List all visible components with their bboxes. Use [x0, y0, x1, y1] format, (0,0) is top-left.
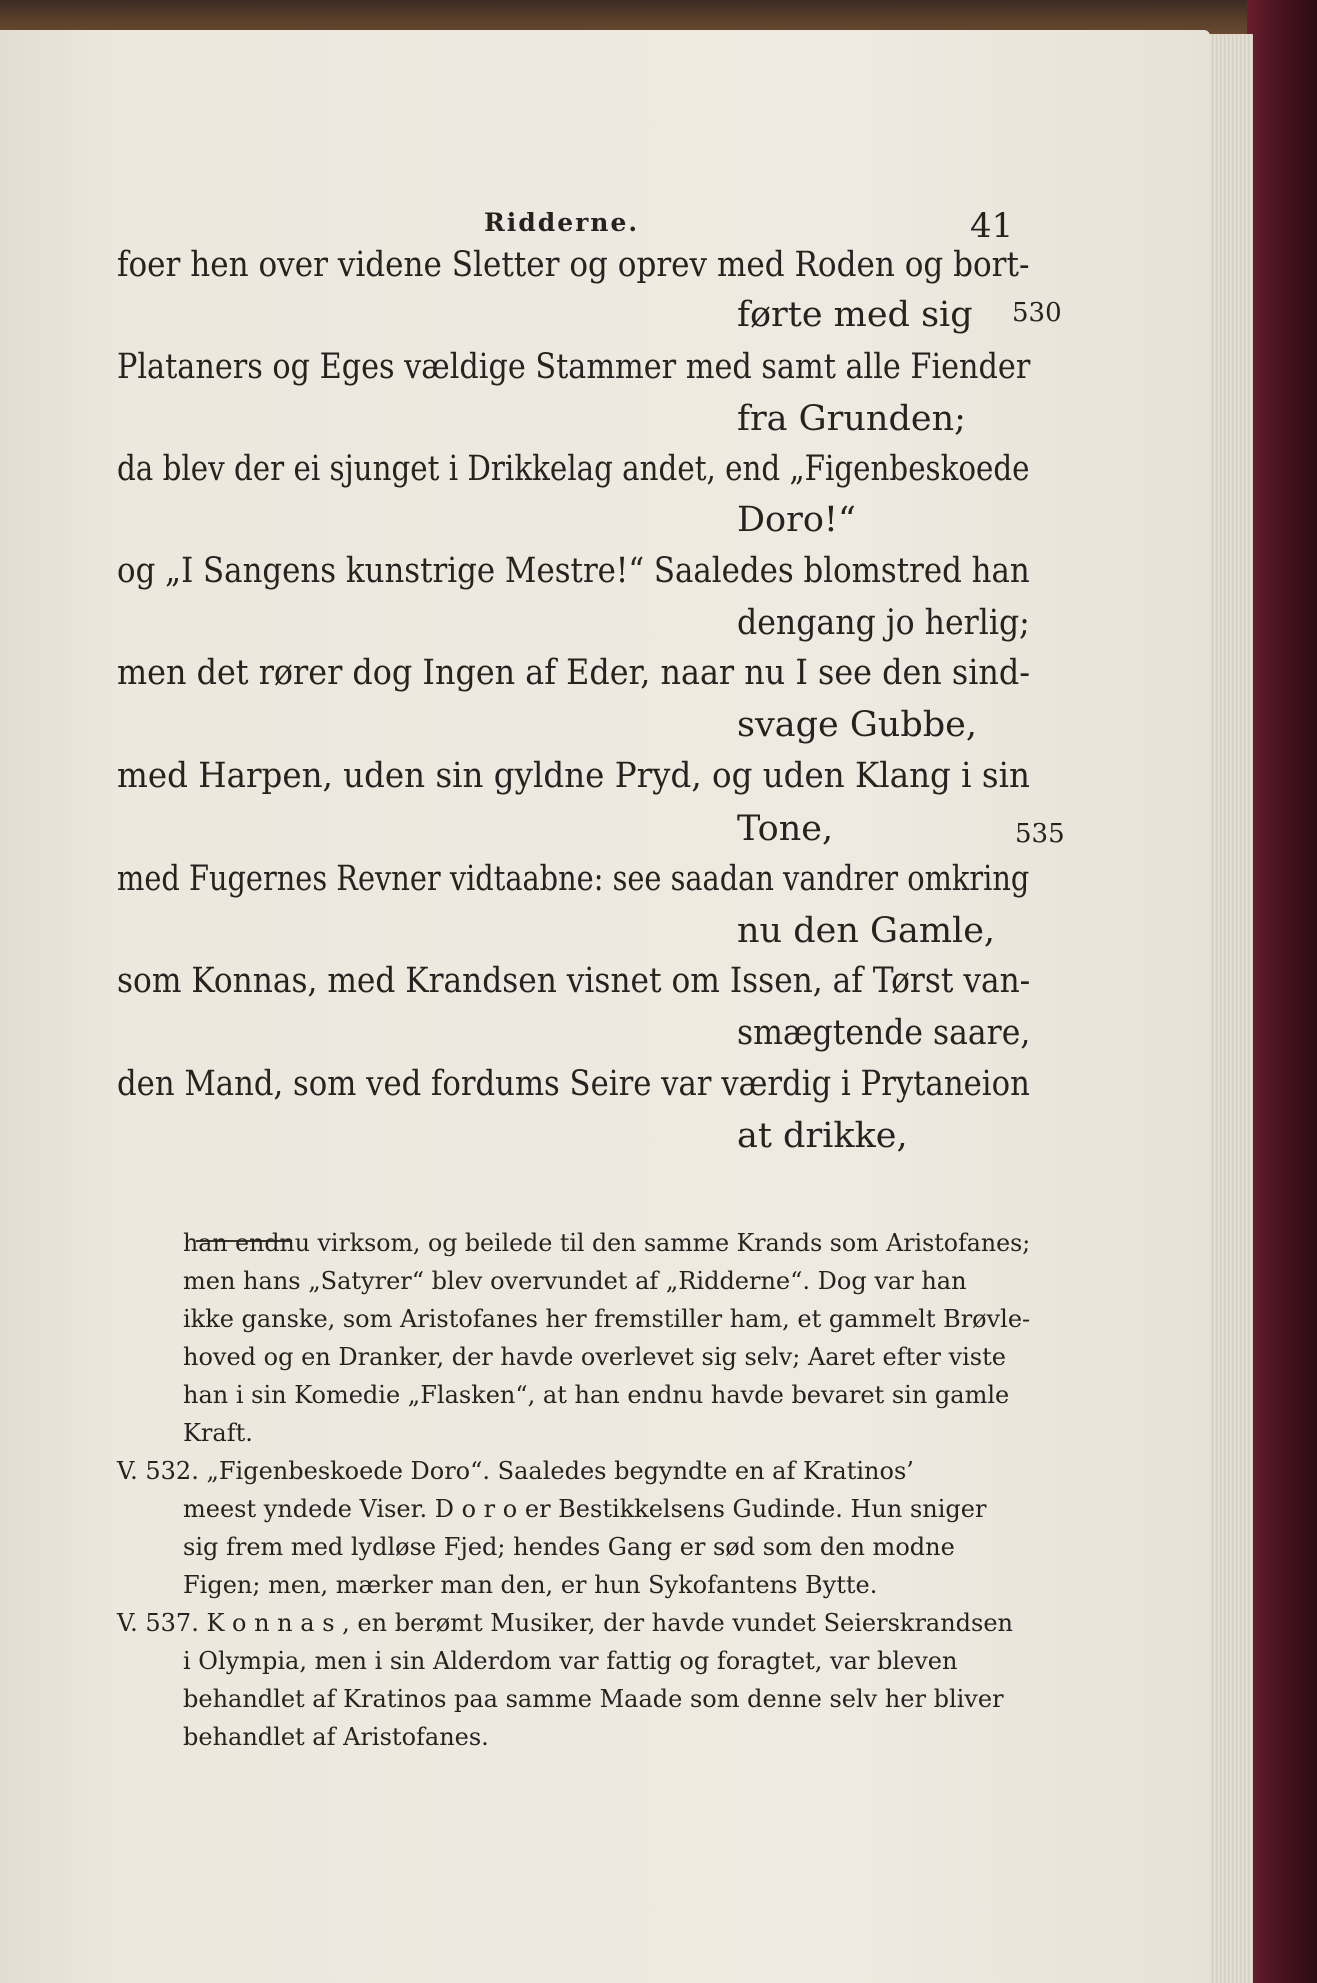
footnote-line: meest yndede Viser. D o r o er Bestikkelsens Gudinde. Hun sniger	[183, 1495, 987, 1523]
footnote-line: V. 532. „Figenbeskoede Doro“. Saaledes begyndte en af Kratinos’	[117, 1457, 914, 1485]
footnote-line: sig frem med lydløse Fjed; hendes Gang er sød som den modne	[183, 1533, 955, 1561]
footnote-line: i Olympia, men i sin Alderdom var fattig og foragtet, var bleven	[183, 1647, 958, 1675]
verse-line: Tone,	[737, 809, 834, 849]
verse-line: smægtende saare,	[737, 1013, 1031, 1053]
footnote-line: ikke ganske, som Aristofanes her fremstiller ham, et gammelt Brøvle-	[183, 1305, 1031, 1333]
verse-line: Doro!“	[737, 500, 856, 540]
footnote-line: behandlet af Aristofanes.	[183, 1723, 489, 1751]
verse-line: som Konnas, med Krandsen visnet om Issen, af Tørst van-	[117, 961, 1031, 1001]
footnote-line: Figen; men, mærker man den, er hun Sykofantens Bytte.	[183, 1571, 878, 1599]
footnote-line: V. 537. K o n n a s , en berømt Musiker, der havde vundet Seierskrandsen	[117, 1609, 1014, 1637]
verse-line: at drikke,	[737, 1116, 908, 1156]
footnote-line: behandlet af Kratinos paa samme Maade som denne selv her bliver	[183, 1685, 1004, 1713]
verse-line: førte med sig	[737, 295, 973, 335]
footnote-line: men hans „Satyrer“ blev overvundet af „Ridderne“. Dog var han	[183, 1267, 967, 1295]
footnote-line: hoved og en Dranker, der havde overlevet sig selv; Aaret efter viste	[183, 1343, 1006, 1371]
running-header: Ridderne.	[484, 208, 640, 237]
book-page	[0, 30, 1210, 1983]
verse-line: svage Gubbe,	[737, 705, 977, 745]
page-edges	[1208, 34, 1253, 1983]
verse-line: da blev der ei sjunget i Drikkelag andet, end „Figenbeskoede	[117, 449, 1030, 489]
footnote-line: Kraft.	[183, 1419, 253, 1447]
verse-line: dengang jo herlig;	[737, 603, 1030, 643]
verse-line: nu den Gamle,	[737, 911, 996, 951]
verse-line: med Fugernes Revner vidtaabne: see saadan vandrer omkring	[117, 859, 1030, 899]
footnote-line: han endnu virksom, og beilede til den samme Krands som Aristofanes;	[183, 1229, 1031, 1257]
line-number: 530	[1012, 298, 1062, 328]
page-number: 41	[970, 206, 1014, 246]
book-cover-spine	[1247, 0, 1317, 1983]
footnote-line: han i sin Komedie „Flasken“, at han endnu havde bevaret sin gamle	[183, 1381, 1010, 1409]
verse-line: men det rører dog Ingen af Eder, naar nu I see den sind-	[117, 653, 1031, 693]
verse-line: med Harpen, uden sin gyldne Pryd, og uden Klang i sin	[117, 756, 1030, 796]
verse-line: foer hen over videne Sletter og oprev med Roden og bort-	[117, 245, 1030, 285]
verse-line: og „I Sangens kunstrige Mestre!“ Saaledes blomstred han	[117, 551, 1030, 591]
verse-line: den Mand, som ved fordums Seire var værdig i Prytaneion	[117, 1064, 1030, 1104]
line-number: 535	[1015, 819, 1065, 849]
verse-line: Plataners og Eges vældige Stammer med samt alle Fiender	[117, 347, 1031, 387]
verse-line: fra Grunden;	[737, 399, 966, 439]
